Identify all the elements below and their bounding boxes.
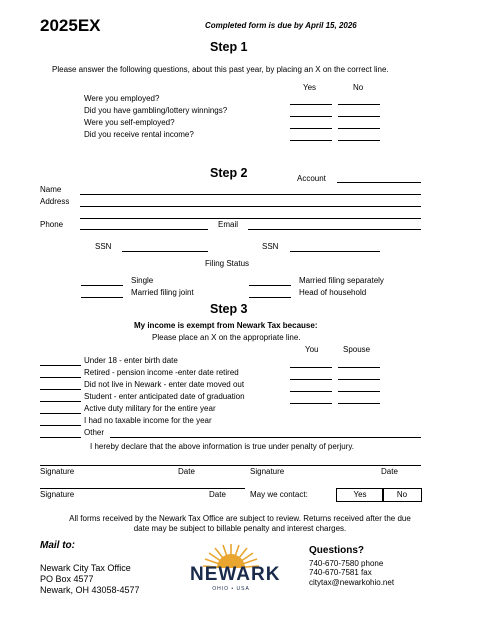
reason-line-under18[interactable] [40, 365, 81, 366]
filing-status-label: Filing Status [205, 259, 250, 268]
single-label: Single [131, 276, 154, 285]
reason-military: Active duty military for the entire year [84, 404, 216, 413]
answer-yes-line-2[interactable] [290, 116, 332, 117]
form-id: 2025EX [40, 16, 101, 35]
mail-address-line-2: PO Box 4577 [40, 574, 94, 584]
address-field-line-2[interactable] [80, 218, 421, 219]
mail-to-label: Mail to: [40, 540, 75, 551]
ssn-field-1[interactable] [122, 251, 208, 252]
email-field[interactable] [248, 229, 421, 230]
signature-label-2: Signature [250, 467, 285, 476]
question-rental: Did you receive rental income? [84, 130, 194, 139]
step1-instruction: Please answer the following questions, about this past year, by placing an X on the correct line. [52, 65, 389, 74]
date-spouse-moved[interactable] [338, 391, 380, 392]
step3-instruction: Please place an X on the appropriate line. [152, 333, 301, 342]
signature-label-1: Signature [40, 467, 75, 476]
reason-other: Other [84, 428, 105, 437]
logo-subtitle: OHIO • USA [212, 586, 250, 592]
date-you-moved[interactable] [290, 391, 332, 392]
mail-address-line-1: Newark City Tax Office [40, 563, 131, 573]
reason-line-moved[interactable] [40, 389, 81, 390]
married-separate-label: Married filing separately [299, 276, 384, 285]
reason-line-military[interactable] [40, 413, 81, 414]
head-household-line[interactable] [249, 297, 291, 298]
account-label: Account [297, 174, 326, 183]
notice-line-2: date may be subject to billable penalty and interest charges. [133, 524, 347, 533]
date-label-2: Date [381, 467, 398, 476]
date-you-under18[interactable] [290, 367, 332, 368]
col-yes: Yes [303, 83, 317, 92]
newark-logo [190, 540, 281, 596]
ssn-label-1: SSN [95, 242, 112, 251]
reason-under18: Under 18 - enter birth date [84, 356, 178, 365]
notice-line-1: All forms received by the Newark Tax Office are subject to review. Returns received after the due [69, 514, 411, 523]
question-self-employed: Were you self-employed? [84, 118, 175, 127]
contact-phone: 740-670-7580 phone [309, 559, 384, 568]
contact-no-label: No [396, 490, 408, 499]
other-detail-field[interactable] [110, 437, 421, 438]
date-label-1: Date [178, 467, 195, 476]
col-you: You [305, 345, 319, 354]
address-field[interactable] [80, 206, 421, 207]
answer-no-line-1[interactable] [338, 104, 380, 105]
married-separate-line[interactable] [249, 285, 291, 286]
date-you-student[interactable] [290, 403, 332, 404]
reason-no-income: I had no taxable income for the year [84, 416, 212, 425]
phone-field[interactable] [80, 229, 208, 230]
answer-yes-line-3[interactable] [290, 128, 332, 129]
date-spouse-under18[interactable] [338, 367, 380, 368]
signature-label-3: Signature [40, 490, 75, 499]
col-spouse: Spouse [343, 345, 371, 354]
reason-retired: Retired - pension income -enter date retired [84, 368, 239, 377]
email-label: Email [218, 220, 239, 229]
head-household-label: Head of household [299, 288, 367, 297]
mail-address-line-3: Newark, OH 43058-4577 [40, 585, 140, 595]
ssn-field-2[interactable] [290, 251, 380, 252]
reason-line-student[interactable] [40, 401, 81, 402]
answer-yes-line-4[interactable] [290, 140, 332, 141]
answer-yes-line-1[interactable] [290, 104, 332, 105]
questions-label: Questions? [309, 545, 365, 556]
ssn-label-2: SSN [262, 242, 279, 251]
exempt-heading: My income is exempt from Newark Tax because: [134, 321, 318, 330]
may-contact-label: May we contact: [250, 490, 308, 499]
signature-line-1[interactable] [40, 465, 421, 466]
married-joint-line[interactable] [81, 297, 123, 298]
reason-line-other[interactable] [40, 437, 81, 438]
step3-title: Step 3 [210, 302, 248, 316]
step1-title: Step 1 [210, 40, 248, 54]
answer-no-line-4[interactable] [338, 140, 380, 141]
answer-no-line-2[interactable] [338, 116, 380, 117]
signature-line-2[interactable] [40, 488, 245, 489]
contact-email[interactable]: citytax@newarkohio.net [309, 578, 395, 587]
single-line[interactable] [81, 285, 123, 286]
contact-fax: 740-670-7581 fax [309, 568, 372, 577]
question-gambling: Did you have gambling/lottery winnings? [84, 106, 228, 115]
declaration: I hereby declare that the above information is true under penalty of perjury. [90, 442, 355, 451]
contact-no-box[interactable] [382, 488, 422, 502]
due-notice: Completed form is due by April 15, 2026 [205, 21, 357, 30]
question-employed: Were you employed? [84, 94, 160, 103]
name-label: Name [40, 185, 62, 194]
col-no: No [353, 83, 364, 92]
date-spouse-student[interactable] [338, 403, 380, 404]
reason-student: Student - enter anticipated date of graduation [84, 392, 245, 401]
contact-yes-label: Yes [353, 490, 367, 499]
date-spouse-retired[interactable] [338, 379, 380, 380]
logo-wordmark: NEWARK [190, 564, 281, 585]
address-label: Address [40, 197, 70, 206]
reason-moved: Did not live in Newark - enter date moved out [84, 380, 245, 389]
married-joint-label: Married filing joint [131, 288, 194, 297]
date-label-3: Date [209, 490, 226, 499]
reason-line-no-income[interactable] [40, 425, 81, 426]
date-you-retired[interactable] [290, 379, 332, 380]
account-field[interactable] [337, 182, 421, 183]
name-field[interactable] [80, 194, 421, 195]
step2-title: Step 2 [210, 166, 248, 180]
answer-no-line-3[interactable] [338, 128, 380, 129]
phone-label: Phone [40, 220, 64, 229]
contact-yes-box[interactable] [336, 488, 384, 502]
reason-line-retired[interactable] [40, 377, 81, 378]
